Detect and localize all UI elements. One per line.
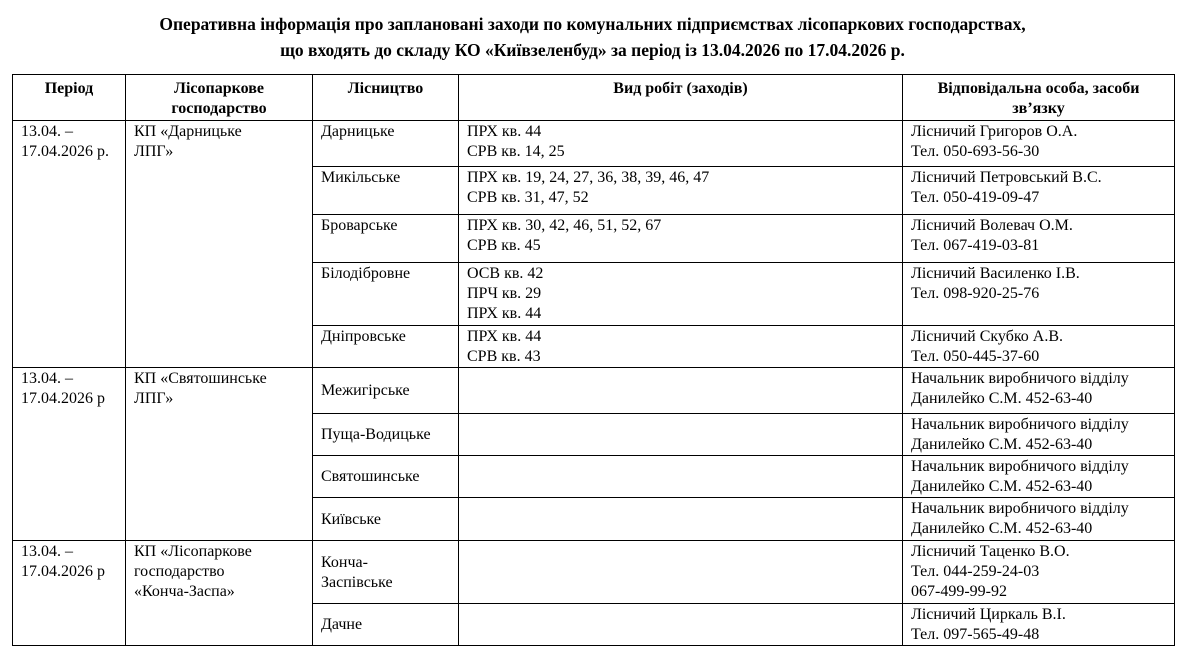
header-enterprise: Лісопаркове господарство: [126, 75, 313, 121]
works-cell: [459, 604, 903, 646]
contact-cell: [903, 541, 1175, 604]
enterprise-cell-line: КП «Лісопаркове: [134, 543, 252, 560]
contact-cell: [903, 167, 1175, 215]
forestry-cell-line: Конча-: [321, 553, 368, 571]
title-line-2: що входять до складу КО «Київзеленбуд» за період із 13.04.2026 по 17.04.2026 р.: [280, 40, 905, 60]
table-body: [13, 121, 1175, 646]
header-period: Період: [13, 75, 126, 121]
works-cell-line: ПРХ кв. 44: [467, 123, 542, 140]
forestry-cell-line: Межигірське: [321, 382, 410, 399]
contact-cell-line: Лісничий Циркаль В.І.: [911, 606, 1066, 623]
enterprise-cell-line: ЛПГ»: [134, 143, 174, 160]
forestry-cell: [313, 167, 459, 215]
works-cell-line: ПРЧ кв. 29: [467, 285, 542, 302]
contact-cell: [903, 456, 1175, 498]
forestry-cell-line: Броварське: [321, 217, 398, 234]
enterprise-cell-line: господарство: [134, 563, 225, 580]
table-row: [13, 541, 1175, 604]
period-cell: [13, 541, 126, 646]
contact-cell-line: Данилейко С.М. 452-63-40: [911, 520, 1093, 537]
contact-cell: [903, 215, 1175, 263]
forestry-cell: [313, 263, 459, 326]
works-cell: [459, 368, 903, 414]
works-cell-line: ОСВ кв. 42: [467, 265, 544, 282]
contact-cell-line: Тел. 067-419-03-81: [911, 237, 1040, 254]
contact-cell-line: Начальник виробничого відділу: [911, 416, 1129, 433]
contact-cell-line: Данилейко С.М. 452-63-40: [911, 478, 1093, 495]
title-line-1: Оперативна інформація про заплановані заходи по комунальних підприємствах лісопаркових господарствах,: [159, 14, 1026, 34]
works-cell: [459, 498, 903, 541]
contact-cell: [903, 368, 1175, 414]
header-row: [13, 75, 1175, 121]
period-cell-line: 17.04.2026 р.: [21, 143, 109, 160]
works-cell: [459, 215, 903, 263]
forestry-cell: [313, 215, 459, 263]
table-row: [13, 121, 1175, 167]
period-cell-line: 17.04.2026 р: [21, 563, 105, 580]
contact-cell-line: Тел. 097-565-49-48: [911, 626, 1040, 643]
contact-cell-line: Лісничий Таценко В.О.: [911, 543, 1070, 560]
contact-cell-line: Лісничий Василенко І.В.: [911, 265, 1080, 282]
enterprise-cell: [126, 541, 313, 646]
period-cell-line: 13.04. –: [21, 543, 73, 560]
works-cell: [459, 167, 903, 215]
table-row: [13, 368, 1175, 414]
enterprise-cell: [126, 368, 313, 541]
forestry-cell-line: Дарницьке: [321, 123, 395, 140]
forestry-cell: [313, 368, 459, 414]
contact-cell: [903, 498, 1175, 541]
works-cell: [459, 121, 903, 167]
forestry-cell-line: Заспівське: [321, 573, 393, 591]
enterprise-cell: [126, 121, 313, 368]
document-title: [0, 11, 1185, 63]
contact-cell-line: Тел. 050-693-56-30: [911, 143, 1040, 160]
forestry-cell-line: Дніпровське: [321, 328, 406, 345]
forestry-cell: [313, 541, 459, 604]
works-cell: [459, 263, 903, 326]
works-cell-line: СРВ кв. 31, 47, 52: [467, 189, 589, 206]
works-cell-line: ПРХ кв. 19, 24, 27, 36, 38, 39, 46, 47: [467, 169, 710, 186]
works-cell-line: ПРХ кв. 44: [467, 305, 542, 322]
forestry-cell-line: Білодібровне: [321, 265, 411, 282]
forestry-cell: [313, 498, 459, 541]
works-cell-line: СРВ кв. 45: [467, 237, 541, 254]
contact-cell: [903, 121, 1175, 167]
period-cell-line: 13.04. –: [21, 123, 73, 140]
enterprise-cell-line: КП «Дарницьке: [134, 123, 242, 140]
forestry-cell: [313, 121, 459, 167]
contact-cell: [903, 326, 1175, 368]
contact-cell-line: Лісничий Григоров О.А.: [911, 123, 1078, 140]
works-cell: [459, 326, 903, 368]
period-cell-line: 17.04.2026 р: [21, 390, 105, 407]
enterprise-cell-line: КП «Святошинське: [134, 370, 267, 387]
forestry-cell-line: Дачне: [321, 616, 363, 633]
contact-cell-line: 067-499-99-92: [911, 583, 1007, 600]
forestry-cell: [313, 326, 459, 368]
contact-cell-line: Лісничий Волевач О.М.: [911, 217, 1073, 234]
works-cell: [459, 541, 903, 604]
works-cell: [459, 414, 903, 456]
operations-table: [12, 74, 1175, 646]
enterprise-cell-line: ЛПГ»: [134, 390, 174, 407]
forestry-cell-line: Святошинське: [321, 468, 420, 485]
forestry-cell: [313, 414, 459, 456]
contact-cell-line: Начальник виробничого відділу: [911, 370, 1129, 387]
contact-cell: [903, 414, 1175, 456]
works-cell-line: ПРХ кв. 30, 42, 46, 51, 52, 67: [467, 217, 662, 234]
works-cell-line: СРВ кв. 43: [467, 348, 541, 365]
contact-cell-line: Данилейко С.М. 452-63-40: [911, 390, 1093, 407]
forestry-cell: [313, 456, 459, 498]
contact-cell-line: Тел. 050-419-09-47: [911, 189, 1040, 206]
period-cell: [13, 121, 126, 368]
works-cell-line: ПРХ кв. 44: [467, 328, 542, 345]
contact-cell-line: Данилейко С.М. 452-63-40: [911, 436, 1093, 453]
contact-cell-line: Лісничий Петровський В.С.: [911, 169, 1102, 186]
contact-cell: [903, 604, 1175, 646]
contact-cell-line: Начальник виробничого відділу: [911, 500, 1129, 517]
contact-cell-line: Тел. 050-445-37-60: [911, 348, 1040, 365]
header-forestry: Лісництво: [313, 75, 459, 121]
header-works: Вид робіт (заходів): [459, 75, 903, 121]
contact-cell: [903, 263, 1175, 326]
enterprise-cell-line: «Конча-Заспа»: [134, 583, 235, 600]
contact-cell-line: Тел. 098-920-25-76: [911, 285, 1040, 302]
contact-cell-line: Тел. 044-259-24-03: [911, 563, 1040, 580]
works-cell: [459, 456, 903, 498]
contact-cell-line: Начальник виробничого відділу: [911, 458, 1129, 475]
forestry-cell-line: Пуща-Водицьке: [321, 426, 431, 443]
header-contact: Відповідальна особа, засоби зв’язку: [903, 75, 1175, 121]
forestry-cell-line: Микільське: [321, 169, 401, 186]
forestry-cell-line: Київське: [321, 510, 382, 528]
works-cell-line: СРВ кв. 14, 25: [467, 143, 565, 160]
forestry-cell: [313, 604, 459, 646]
period-cell-line: 13.04. –: [21, 370, 73, 387]
contact-cell-line: Лісничий Скубко А.В.: [911, 328, 1064, 345]
period-cell: [13, 368, 126, 541]
